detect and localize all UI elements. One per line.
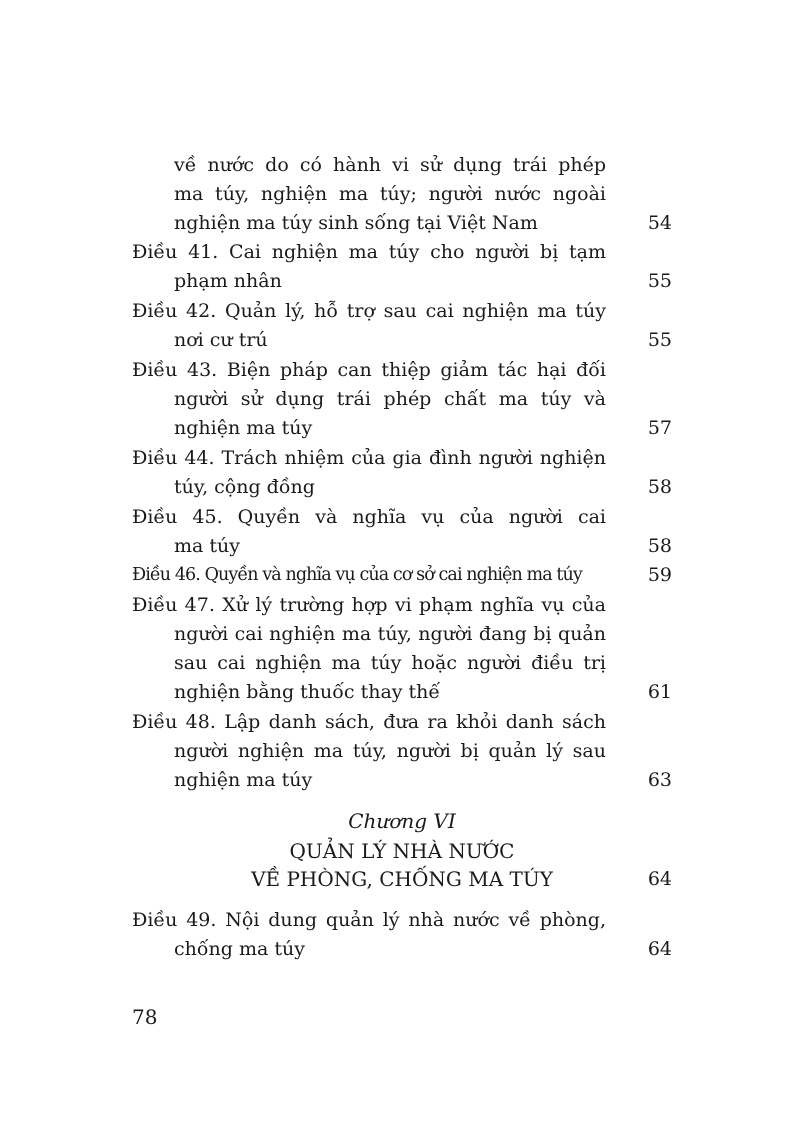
toc-page-number: 58	[647, 535, 672, 557]
toc-line	[132, 737, 672, 766]
toc-entry-text: Điều 43. Biện pháp can thiệp giảm tác hại đối	[132, 359, 606, 381]
toc-page-number: 61	[647, 681, 672, 703]
toc-entry-text: Điều 49. Nội dung quản lý nhà nước về phòng,	[132, 909, 606, 931]
toc-entry-text: nghiện ma túy	[174, 769, 313, 791]
chapter-title-line2	[132, 864, 672, 894]
toc-line	[132, 935, 672, 964]
chapter-label: Chương VI	[348, 809, 456, 833]
toc-entry-text: túy, cộng đồng	[174, 476, 315, 498]
toc-entry-text: người cai nghiện ma túy, người đang bị quản	[174, 623, 606, 645]
toc-line	[132, 532, 672, 561]
toc-entry-text: Điều 44. Trách nhiệm của gia đình người nghiện	[132, 447, 606, 469]
toc-entry-text: nghiện ma túy sinh sống tại Việt Nam	[174, 212, 538, 234]
toc-page-number: 58	[647, 476, 672, 498]
toc-entry-text: Điều 45. Quyền và nghĩa vụ của người cai	[132, 506, 606, 528]
toc-page-number: 57	[647, 417, 672, 439]
chapter-title-line1: QUẢN LÝ NHÀ NƯỚC	[289, 839, 515, 863]
toc-line	[132, 503, 672, 532]
toc-line	[132, 561, 672, 590]
toc-page-number: 64	[647, 868, 672, 890]
toc-line	[132, 385, 672, 414]
toc-line	[132, 326, 672, 355]
toc-entry-text: Điều 42. Quản lý, hỗ trợ sau cai nghiện ma túy	[132, 300, 606, 322]
toc-entry-text: nghiện ma túy	[174, 417, 313, 439]
toc-entry-text: nơi cư trú	[174, 329, 268, 351]
page-number: 78	[132, 1005, 158, 1029]
toc-line	[132, 414, 672, 443]
toc-entry-text: sau cai nghiện ma túy hoặc người điều trị	[174, 652, 606, 674]
toc-entry-text: Điều 41. Cai nghiện ma túy cho người bị tạm	[132, 241, 606, 263]
toc-page-number: 59	[647, 564, 672, 586]
toc-line	[132, 209, 672, 238]
toc-line	[132, 678, 672, 707]
toc-line	[132, 906, 672, 935]
toc-line	[132, 591, 672, 620]
toc-line	[132, 708, 672, 737]
toc-line	[132, 297, 672, 326]
toc-page-number: 54	[647, 212, 672, 234]
chapter-title-text: VỀ PHÒNG, CHỐNG MA TÚY	[251, 867, 553, 891]
toc-line	[132, 267, 672, 296]
toc-line	[132, 649, 672, 678]
toc-entry-text: Điều 46. Quyền và nghĩa vụ của cơ sở cai nghiện ma túy	[132, 565, 582, 585]
toc-entry-text: về nước do có hành vi sử dụng trái phép	[174, 154, 606, 176]
toc-entry-text: người nghiện ma túy, người bị quản lý sau	[174, 740, 606, 762]
toc-page-number: 55	[647, 270, 672, 292]
toc-page-number: 64	[647, 938, 672, 960]
toc-line	[132, 444, 672, 473]
toc-entry-text: Điều 48. Lập danh sách, đưa ra khỏi danh sách	[132, 711, 606, 733]
toc-entry-text: chống ma túy	[174, 938, 305, 960]
toc-entry-text: ma túy, nghiện ma túy; người nước ngoài	[174, 183, 606, 205]
toc-line	[132, 180, 672, 209]
toc-entry-text: ma túy	[174, 535, 240, 557]
toc-entry-text: người sử dụng trái phép chất ma túy và	[174, 388, 606, 410]
toc-entry-text: Điều 47. Xử lý trường hợp vi phạm nghĩa vụ của	[132, 594, 606, 616]
toc-line	[132, 766, 672, 795]
toc-line	[132, 620, 672, 649]
toc-line	[132, 356, 672, 385]
toc-line	[132, 151, 672, 180]
toc-entry-text: phạm nhân	[174, 270, 282, 292]
toc-line	[132, 238, 672, 267]
toc-line	[132, 473, 672, 502]
toc-page-number: 63	[647, 769, 672, 791]
toc-page-number: 55	[647, 329, 672, 351]
toc-entry-text: nghiện bằng thuốc thay thế	[174, 681, 441, 703]
